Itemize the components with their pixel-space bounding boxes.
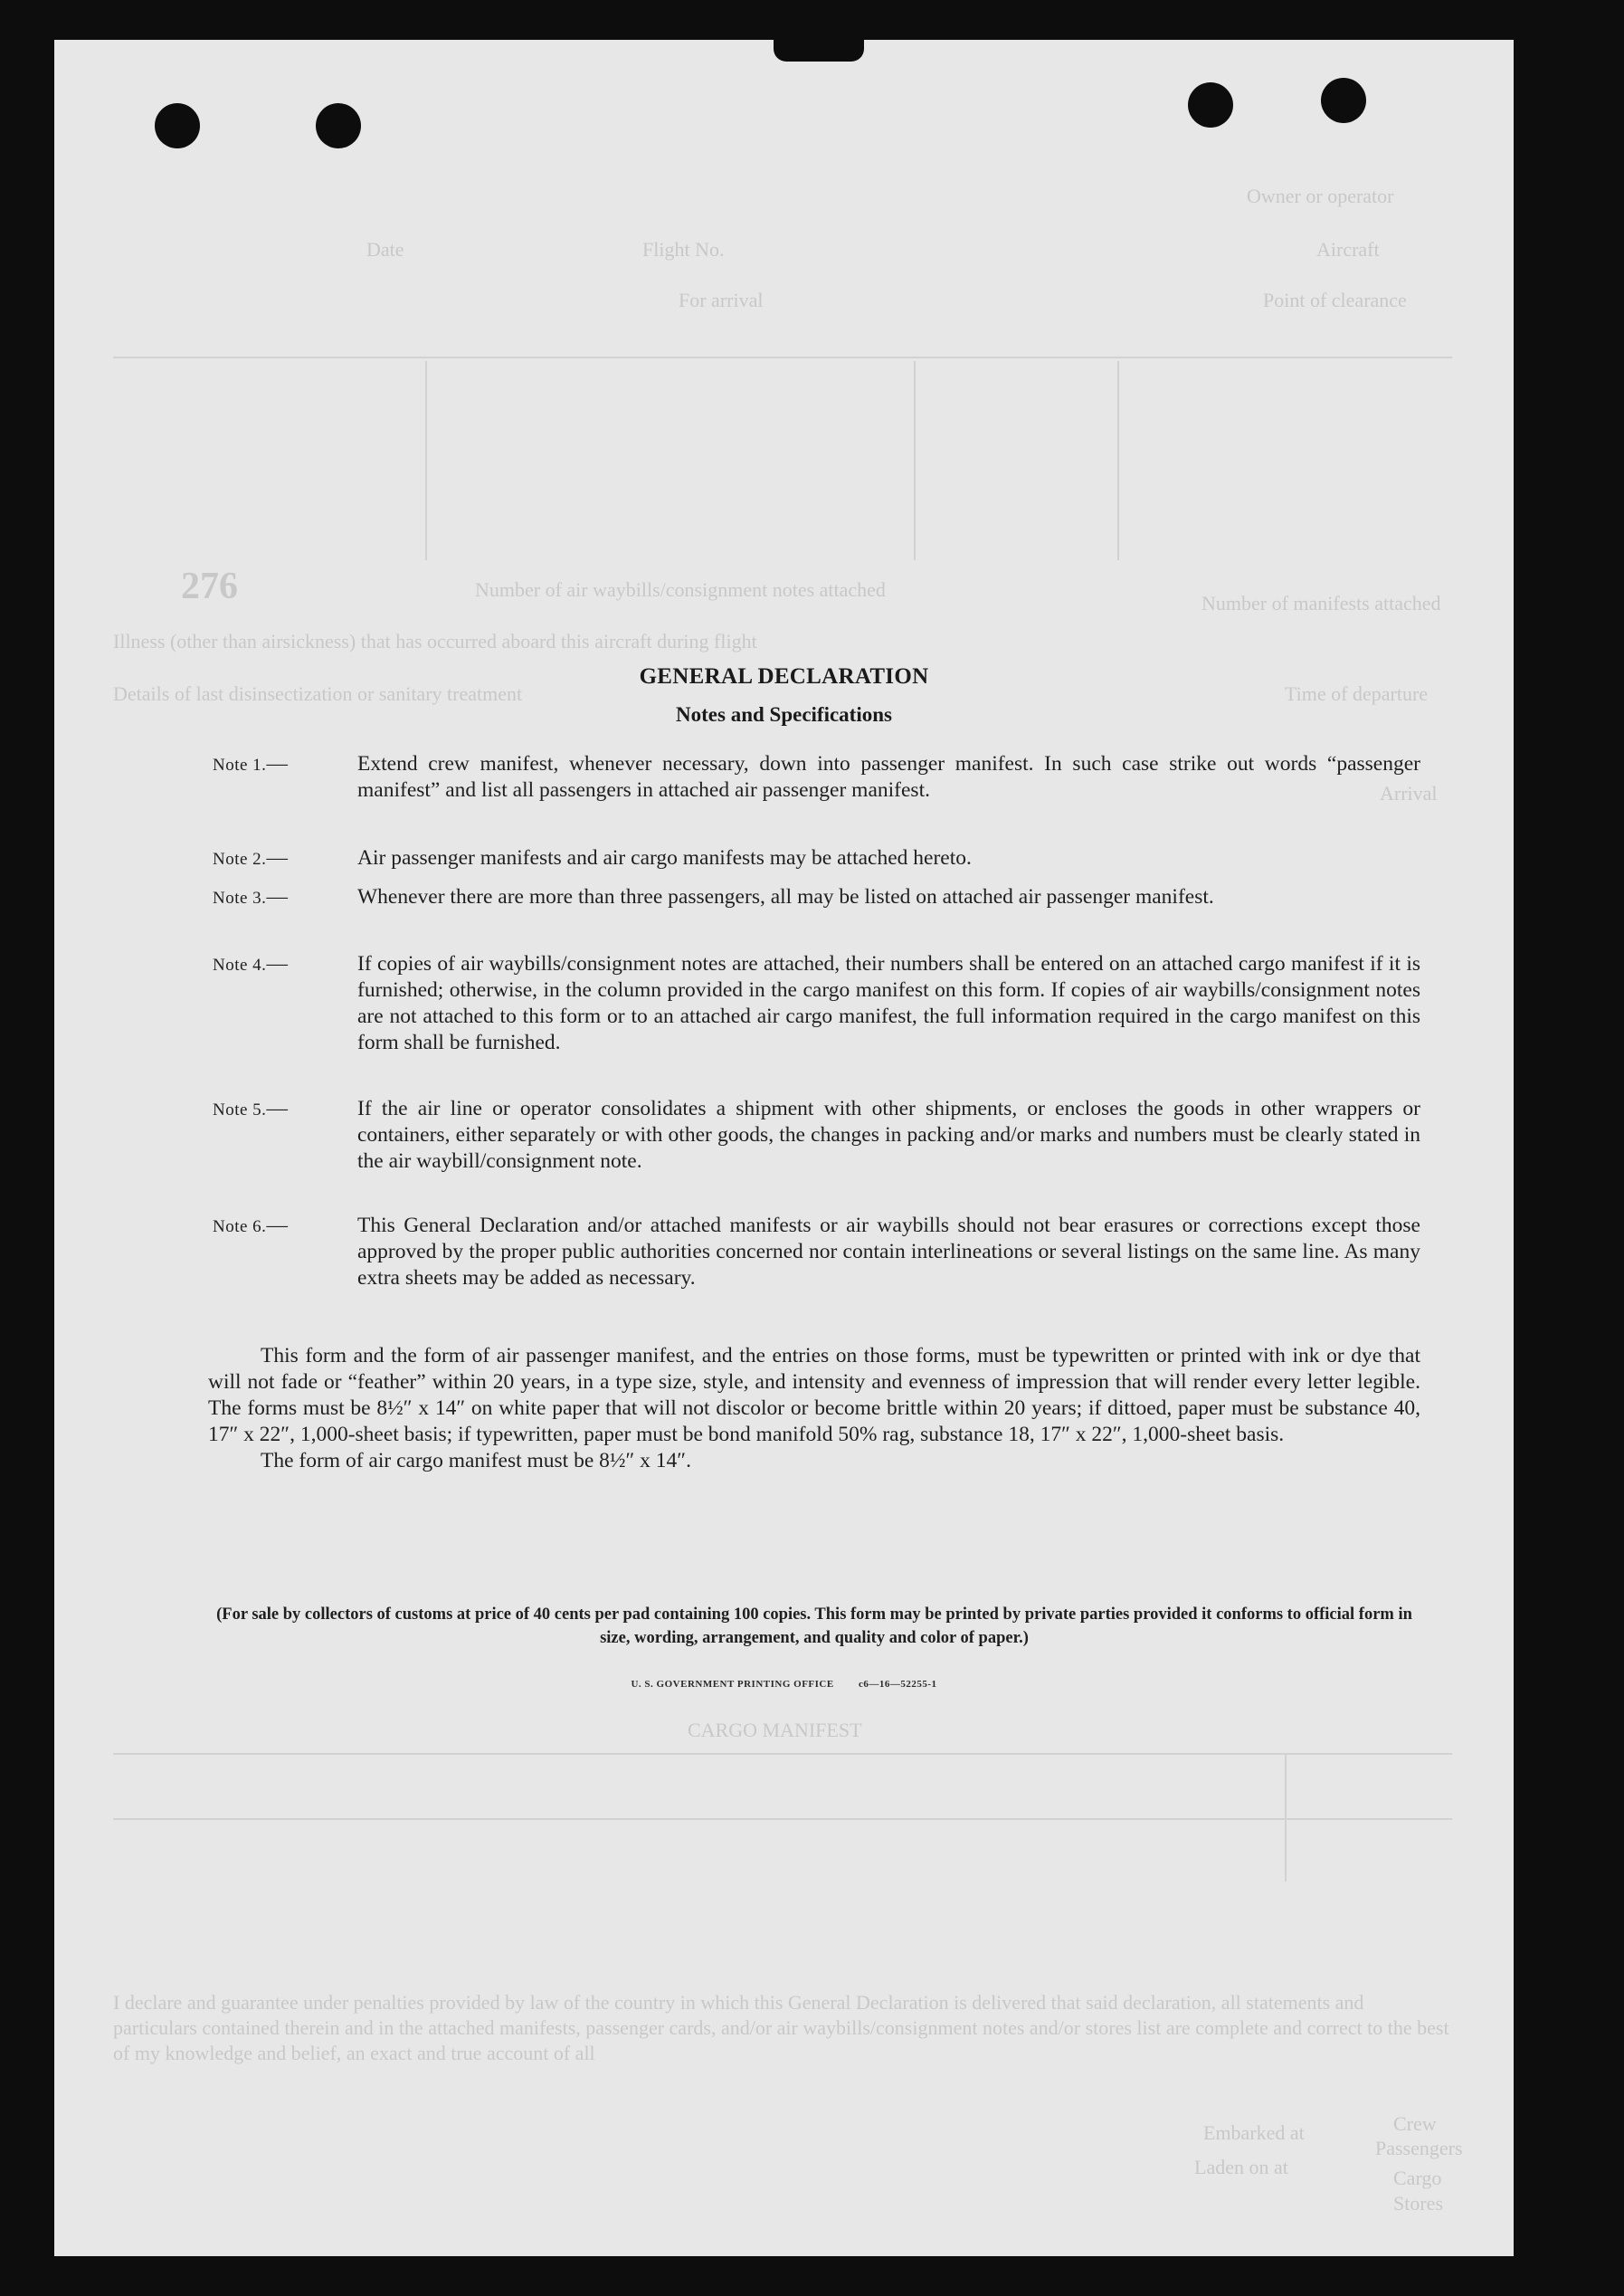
note-text: Air passenger manifests and air cargo manifests may be attached hereto. — [357, 846, 972, 870]
ghost-arrival-label: Arrival — [1380, 782, 1438, 805]
note-6 — [213, 1213, 1420, 1291]
punch-hole — [316, 103, 361, 148]
ghost-flight-label: Flight No. — [642, 238, 725, 261]
note-text: If copies of air waybills/consignment notes are attached, their numbers shall be entered on an attached cargo manifest if it is furnished; otherwise, in the column provided in the cargo manifest on this form. If copies of air waybills/consignment notes are not attached to this form or to an attached air cargo manifest, the full information required in the cargo manifest on this form shall be furnished. — [357, 952, 1420, 1054]
printer-office: U. S. GOVERNMENT PRINTING OFFICE — [631, 1679, 834, 1690]
specification-paragraph — [208, 1343, 1420, 1474]
ghost-details-label: Details of last disinsectization or sanitary treatment — [113, 682, 523, 705]
punch-hole — [1321, 78, 1366, 123]
note-3 — [213, 884, 1420, 910]
ghost-for-label: For arrival — [679, 289, 764, 311]
cargo-form-size-text: The form of air cargo manifest must be 8½″ x 14″. — [261, 1449, 691, 1472]
ghost-number: 276 — [181, 566, 238, 607]
sale-notice: (For sale by collectors of customs at price of 40 cents per pad containing 100 copies. This form may be printed by private parties provided it conforms to official form in size, wording, arrangement, and quality and color of paper.) — [216, 1605, 1412, 1647]
note-label: Note 3.— — [213, 885, 288, 909]
note-text: If the air line or operator consolidates a shipment with other shipments, or encloses the goods in other wrappers or containers, either separately or with other goods, the changes in packing and/or marks and numbers must be clearly stated in the air waybill/consignment note. — [357, 1097, 1420, 1173]
ghost-date-label: Date — [366, 238, 404, 261]
note-text: This General Declaration and/or attached manifests or air waybills should not bear erasures or corrections except those approved by the proper public authorities concerned nor contain interlineations or several listings on the same line. As many extra sheets may be added as necessary. — [357, 1214, 1420, 1290]
ghost-embarked-label: Embarked at — [1203, 2121, 1305, 2144]
note-label: Note 5.— — [213, 1097, 288, 1120]
document-title: GENERAL DECLARATION — [639, 664, 929, 689]
note-5 — [213, 1096, 1420, 1175]
printer-code: c6—16—52255-1 — [858, 1679, 937, 1690]
note-1 — [213, 751, 1420, 804]
ghost-stores-label: Stores — [1393, 2192, 1443, 2215]
note-text: Extend crew manifest, whenever necessary, down into passenger manifest. In such case strike out words “passenger manifest” and list all passengers in attached air passenger manifest. — [357, 752, 1420, 802]
punch-hole — [155, 103, 200, 148]
ghost-rule — [1285, 1755, 1287, 1882]
punch-hole — [1188, 82, 1233, 128]
ghost-illness-label: Illness (other than airsickness) that has occurred aboard this aircraft during flight — [113, 630, 757, 653]
ghost-clearance-label: Point of clearance — [1263, 289, 1407, 311]
ghost-manifests-label: Number of manifests attached — [1201, 592, 1441, 614]
note-2 — [213, 845, 1420, 872]
ghost-rule — [425, 361, 427, 560]
ghost-cargo-title: CARGO MANIFEST — [688, 1719, 862, 1741]
ghost-cargo-label: Cargo — [1393, 2167, 1442, 2189]
ghost-rule — [914, 361, 916, 560]
printer-imprint — [54, 1679, 1514, 1690]
ghost-rule — [113, 1753, 1452, 1755]
document-subtitle: Notes and Specifications — [676, 703, 892, 726]
note-label: Note 1.— — [213, 752, 288, 776]
ghost-declaration-text: I declare and guarantee under penalties provided by law of the country in which this General Declaration is delivered that said declaration, all statements and particulars contained therein and in the attached manifests, passenger cards, and/or air waybills/consignment notes and/or stores list are complete and correct to the best of my knowledge and belief, an exact and true account of all — [113, 1991, 1449, 2064]
ghost-rule — [113, 1818, 1452, 1820]
note-label: Note 6.— — [213, 1214, 288, 1237]
ghost-laden-label: Laden on at — [1194, 2156, 1288, 2178]
note-label: Note 2.— — [213, 846, 288, 870]
ghost-departure-label: Time of departure — [1285, 682, 1429, 705]
ghost-passengers-label: Passengers — [1375, 2137, 1463, 2159]
note-text: Whenever there are more than three passengers, all may be listed on attached air passenger manifest. — [357, 885, 1214, 909]
ghost-rule — [113, 357, 1452, 358]
ghost-crew-label: Crew — [1393, 2112, 1437, 2135]
note-label: Note 4.— — [213, 952, 288, 976]
ghost-owner-label: Owner or operator — [1247, 185, 1394, 207]
ghost-waybills-label: Number of air waybills/consignment notes attached — [475, 578, 886, 601]
document-page — [54, 40, 1514, 2256]
ghost-aircraft-label: Aircraft — [1316, 238, 1380, 261]
ghost-rule — [1117, 361, 1119, 560]
specification-text: This form and the form of air passenger manifest, and the entries on those forms, must be typewritten or printed with ink or dye that will not fade or “feather” within 20 years, in a type size, style, and intensity and evenness of impression that will render every letter legible. The forms must be 8½″ x 14″ on white paper that will not discolor or become brittle within 20 years; if dittoed, paper must be substance 40, 17″ x 22″, 1,000-sheet basis; if typewritten, paper must be bond manifold 50% rag, substance 18, 17″ x 22″, 1,000-sheet basis. — [208, 1344, 1420, 1446]
paper-notch — [774, 40, 864, 62]
note-4 — [213, 951, 1420, 1056]
